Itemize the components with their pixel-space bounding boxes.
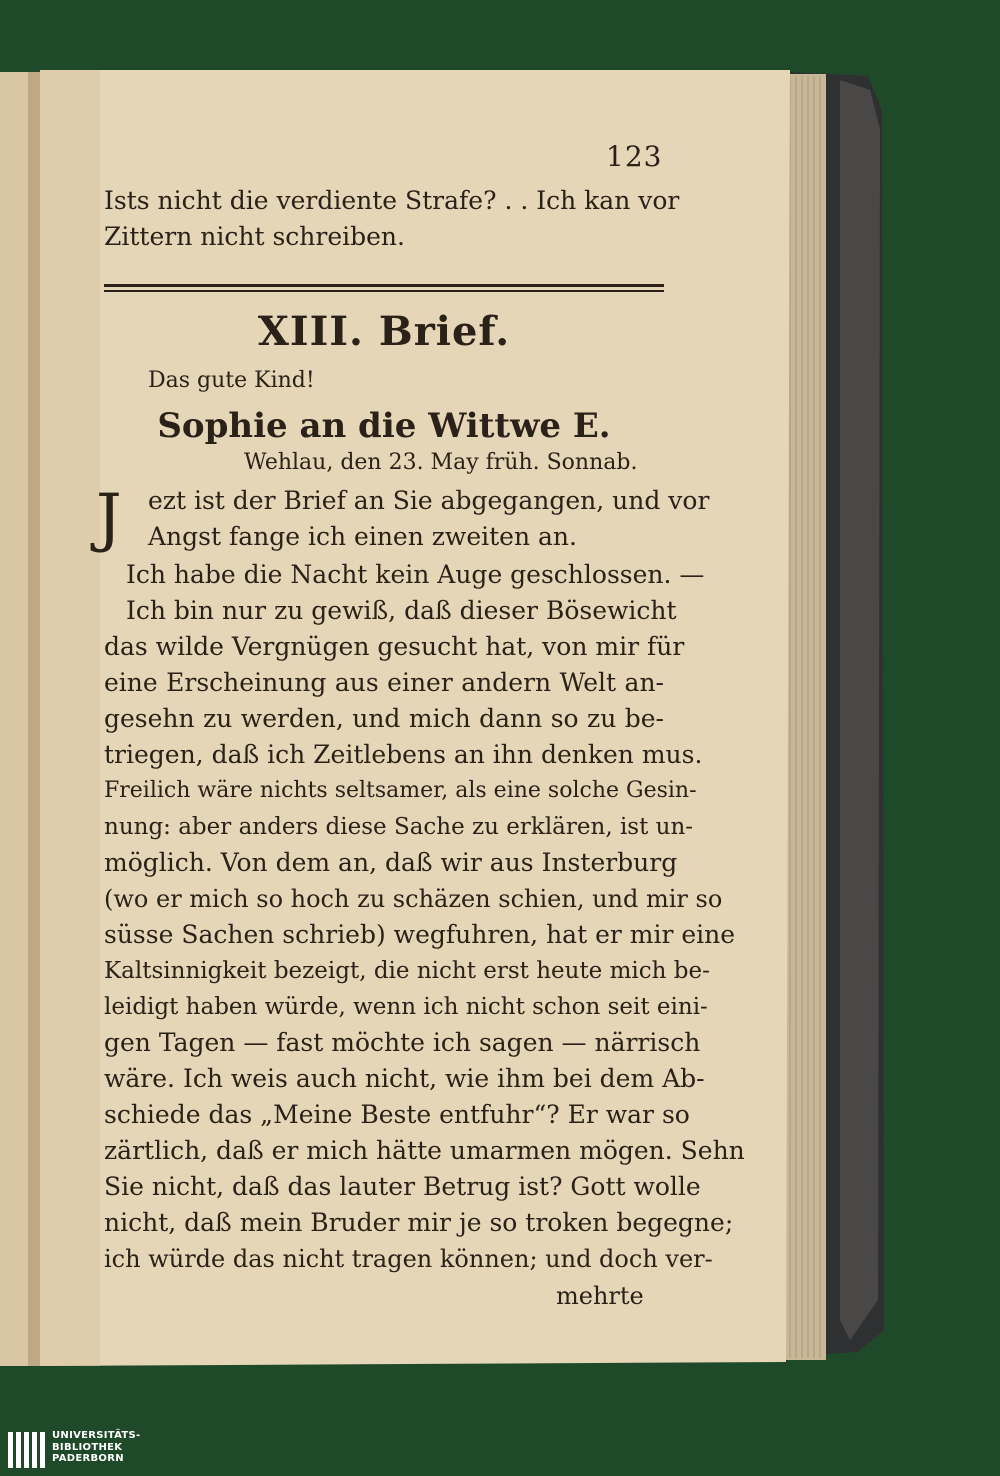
body-line: wäre. Ich weis auch nicht, wie ihm bei dem Ab- (104, 1064, 705, 1093)
top-line-2: Zittern nicht schreiben. (104, 222, 405, 251)
body-line: Ich habe die Nacht kein Auge geschlossen. — (126, 560, 705, 589)
logo-line: UNIVERSITÄTS- (52, 1430, 141, 1441)
body-line: ich würde das nicht tragen können; und doch ver- (104, 1245, 713, 1273)
body-line: zärtlich, daß er mich hätte umarmen mögen. Sehn (104, 1136, 745, 1165)
body-line: schiede das „Meine Beste entfuhr“? Er war so (104, 1100, 690, 1129)
body-line: Sie nicht, daß das lauter Betrug ist? Gott wolle (104, 1172, 701, 1201)
body-line: nicht, daß mein Bruder mir je so troken begegne; (104, 1208, 734, 1237)
body-line: Kaltsinnigkeit bezeigt, die nicht erst heute mich be- (104, 958, 710, 984)
letter-heading: XIII. Brief. (257, 308, 511, 355)
body-line: triegen, daß ich Zeitlebens an ihn denken mus. (104, 740, 703, 769)
body-line: ezt ist der Brief an Sie abgegangen, und vor (148, 486, 710, 515)
body-line: gesehn zu werden, und mich dann so zu be- (104, 704, 664, 733)
page-number: 123 (606, 140, 663, 173)
drop-cap: J (96, 481, 122, 555)
letter-dateline: Wehlau, den 23. May früh. Sonnab. (244, 450, 638, 475)
body-line: leidigt haben würde, wenn ich nicht schon seit eini- (104, 994, 708, 1020)
body-line: Freilich wäre nichts seltsamer, als eine solche Gesin- (104, 778, 697, 803)
body-line: eine Erscheinung aus einer andern Welt an- (104, 668, 664, 697)
body-line: das wilde Vergnügen gesucht hat, von mir für (104, 632, 685, 661)
logo-line: BIBLIOTHEK (52, 1441, 123, 1453)
body-line: süsse Sachen schrieb) wegfuhren, hat er mir eine (104, 920, 736, 949)
body-line: nung: aber anders diese Sache zu erklären, ist un- (104, 814, 694, 840)
epigraph: Das gute Kind! (148, 368, 315, 393)
catchword: mehrte (556, 1282, 644, 1310)
body-line: (wo er mich so hoch zu schäzen schien, und mir so (104, 885, 723, 913)
body-line: gen Tagen — fast möchte ich sagen — närrisch (104, 1028, 701, 1057)
library-logo-text (52, 1430, 141, 1465)
body-line: Ich bin nur zu gewiß, daß dieser Bösewicht (126, 596, 677, 625)
letter-addressee: Sophie an die Wittwe E. (157, 406, 611, 446)
logo-line: PADERBORN (52, 1453, 124, 1464)
body-line: möglich. Von dem an, daß wir aus Insterburg (104, 848, 678, 877)
top-line-1: Ists nicht die verdiente Strafe? . . Ich kan vor (104, 186, 680, 215)
body-line: Angst fange ich einen zweiten an. (148, 522, 577, 551)
